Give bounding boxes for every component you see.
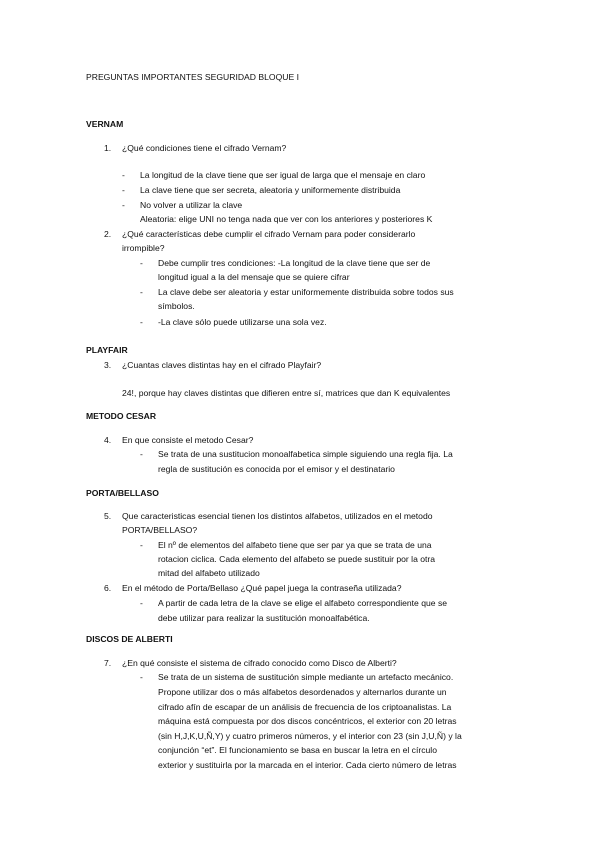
question-text: En que consiste el metodo Cesar? xyxy=(122,435,254,445)
bullet-dash: - xyxy=(140,598,143,608)
section-heading-alberti: DISCOS DE ALBERTI xyxy=(86,634,173,644)
question-number: 3. xyxy=(104,360,112,370)
answer-text: El nº de elementos del alfabeto tiene que ser par ya que se trata de una xyxy=(158,540,432,550)
answer-text: Se trata de un sistema de sustitución simple mediante un artefacto mecánico. xyxy=(158,672,454,682)
answer-text: longitud igual a la del mensaje que se quiere cifrar xyxy=(158,272,350,282)
answer-text: cifrado afín de escapar de un análisis de frecuencia de los criptoanalistas. La xyxy=(158,702,452,712)
answer-text: No volver a utilizar la clave xyxy=(140,200,243,210)
question-number: 4. xyxy=(104,435,112,445)
question-number: 6. xyxy=(104,583,112,593)
question-text: irrompible? xyxy=(122,243,165,253)
bullet-dash: - xyxy=(122,185,125,195)
bullet-dash: - xyxy=(140,317,143,327)
question-number: 7. xyxy=(104,658,112,668)
answer-text: La clave tiene que ser secreta, aleatoria y uniformemente distribuida xyxy=(140,185,401,195)
question-text: Que caracteristicas esencial tienen los distintos alfabetos, utilizados en el metodo xyxy=(122,511,433,521)
question-text: ¿Cuantas claves distintas hay en el cifrado Playfair? xyxy=(122,360,322,370)
answer-text: debe utilizar para realizar la sustitución monoalfabética. xyxy=(158,613,370,623)
answer-text: La clave debe ser aleatoria y estar uniformemente distribuida sobre todos sus xyxy=(158,287,454,297)
question-number: 5. xyxy=(104,511,112,521)
answer-text: Propone utilizar dos o más alfabetos desordenados y alternarlos durante un xyxy=(158,687,447,697)
question-number: 1. xyxy=(104,143,112,153)
answer-text: exterior y sustituirla por la marcada en el interior. Cada cierto número de letras xyxy=(158,760,457,770)
section-heading-playfair: PLAYFAIR xyxy=(86,345,128,355)
question-number: 2. xyxy=(104,229,112,239)
answer-text: rotacion ciclica. Cada elemento del alfabeto se puede sustituir por la otra xyxy=(158,554,436,564)
section-heading-cesar: METODO CESAR xyxy=(86,411,157,421)
bullet-dash: - xyxy=(140,258,143,268)
answer-text: símbolos. xyxy=(158,301,195,311)
answer-text: regla de sustitución es conocida por el emisor y el destinatario xyxy=(158,464,395,474)
answer-text: Se trata de una sustitucion monoalfabetica simple siguiendo una regla fija. La xyxy=(158,449,453,459)
answer-text: conjunción “et”. El funcionamiento se basa en buscar la letra en el círculo xyxy=(158,745,437,755)
bullet-dash: - xyxy=(140,287,143,297)
answer-text: -La clave sólo puede utilizarse una sola vez. xyxy=(158,317,327,327)
answer-text: A partir de cada letra de la clave se elige el alfabeto correspondiente que se xyxy=(158,598,448,608)
question-text: En el método de Porta/Bellaso ¿Qué papel juega la contraseña utilizada? xyxy=(122,583,402,593)
answer-text: 24!, porque hay claves distintas que difieren entre sí, matrices que dan K equivalentes xyxy=(122,388,451,398)
bullet-dash: - xyxy=(140,672,143,682)
question-text: ¿En qué consiste el sistema de cifrado conocido como Disco de Alberti? xyxy=(122,658,397,668)
answer-text: La longitud de la clave tiene que ser igual de larga que el mensaje en claro xyxy=(140,170,426,180)
bullet-dash: - xyxy=(140,449,143,459)
bullet-dash: - xyxy=(140,540,143,550)
answer-text: mitad del alfabeto utilizado xyxy=(158,568,260,578)
section-heading-vernam: VERNAM xyxy=(86,119,124,129)
section-heading-porta: PORTA/BELLASO xyxy=(86,488,159,498)
bullet-dash: - xyxy=(122,200,125,210)
question-text: ¿Qué características debe cumplir el cifrado Vernam para poder considerarlo xyxy=(122,229,416,239)
question-text: ¿Qué condiciones tiene el cifrado Vernam? xyxy=(122,143,287,153)
document-title: PREGUNTAS IMPORTANTES SEGURIDAD BLOQUE I xyxy=(86,72,299,82)
question-text: PORTA/BELLASO? xyxy=(122,525,198,535)
answer-text: máquina está compuesta por dos discos concéntricos, el exterior con 20 letras xyxy=(158,716,457,726)
answer-text: Debe cumplir tres condiciones: -La longitud de la clave tiene que ser de xyxy=(158,258,431,268)
answer-text: (sin H,J,K,U,Ñ,Y) y cuatro primeros números, y el interior con 23 (sin J,U,Ñ) y la xyxy=(158,731,462,741)
answer-text: Aleatoria: elige UNI no tenga nada que ver con los anteriores y posteriores K xyxy=(140,214,433,224)
bullet-dash: - xyxy=(122,170,125,180)
